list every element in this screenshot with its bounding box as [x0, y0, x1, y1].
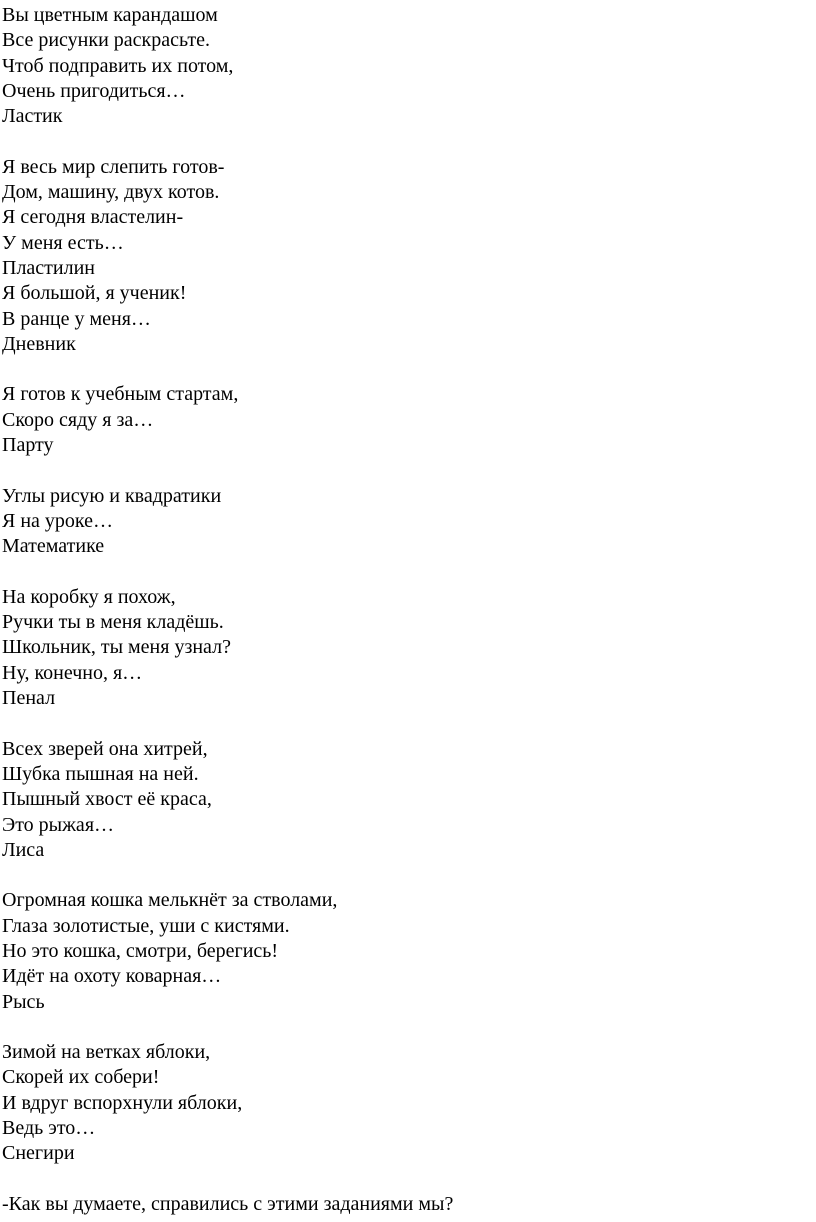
stanza-spacer	[2, 863, 802, 888]
riddle-line: Шубка пышная на ней.	[2, 762, 199, 785]
riddle-answer: Рысь	[2, 990, 45, 1013]
stanza-spacer	[2, 1015, 802, 1040]
riddle-line: Всех зверей она хитрей,	[2, 737, 208, 760]
riddle-answer: Парту	[2, 434, 54, 457]
riddle-line: Ведь это…	[2, 1117, 96, 1140]
stanza-spacer	[2, 1167, 802, 1192]
riddle-stanza	[2, 585, 802, 711]
riddle-line: Ручки ты в меня кладёшь.	[2, 611, 224, 634]
riddle-line: Очень пригодиться…	[2, 79, 186, 102]
riddle-line: Я сегодня властелин-	[2, 206, 184, 229]
riddle-answer: Лиса	[2, 838, 45, 861]
riddle-line: Ну, конечно, я…	[2, 661, 143, 684]
riddle-line: Скоро сяду я за…	[2, 408, 154, 431]
riddle-stanza	[2, 281, 802, 357]
document-body	[2, 3, 802, 1217]
riddle-line: И вдруг вспорхнули яблоки,	[2, 1091, 243, 1114]
riddle-line: Дом, машину, двух котов.	[2, 181, 220, 204]
riddle-line: Огромная кошка мелькнёт за стволами,	[2, 889, 338, 912]
riddle-stanza	[2, 484, 802, 560]
riddle-line: Школьник, ты меня узнал?	[2, 636, 231, 659]
riddle-answer: Пенал	[2, 687, 56, 710]
riddle-line: На коробку я похож,	[2, 585, 176, 608]
riddle-line: В ранце у меня…	[2, 307, 151, 330]
riddle-stanza	[2, 3, 802, 129]
riddle-stanza	[2, 1040, 802, 1166]
stanza-spacer	[2, 357, 802, 382]
riddle-line: Я большой, я ученик!	[2, 282, 187, 305]
closing-question: -Как вы думаете, справились с этими заданиями мы?	[2, 1192, 454, 1215]
riddle-line: Пышный хвост её краса,	[2, 788, 212, 811]
stanza-spacer	[2, 711, 802, 736]
riddle-line: Глаза золотистые, уши с кистями.	[2, 914, 290, 937]
riddle-stanza	[2, 155, 802, 281]
riddle-stanza	[2, 888, 802, 1014]
riddle-line: Вы цветным карандашом	[2, 4, 218, 26]
riddle-answer: Ластик	[2, 105, 63, 128]
riddle-line: Идёт на охоту коварная…	[2, 965, 222, 988]
riddle-line: Все рисунки раскрасьте.	[2, 29, 210, 52]
riddle-line: Я на уроке…	[2, 509, 114, 532]
riddle-line: Но это кошка, смотри, берегись!	[2, 939, 279, 962]
riddle-line: Я готов к учебным стартам,	[2, 383, 239, 406]
riddle-answer: Дневник	[2, 332, 76, 355]
riddle-stanza	[2, 737, 802, 863]
riddle-line: У меня есть…	[2, 231, 124, 254]
riddle-answer: Снегири	[2, 1142, 75, 1165]
riddle-line: Чтоб подправить их потом,	[2, 54, 234, 77]
riddle-line: Углы рисую и квадратики	[2, 484, 222, 507]
riddle-stanza	[2, 382, 802, 458]
riddle-answer: Математике	[2, 535, 105, 558]
riddle-line: Скорей их собери!	[2, 1066, 160, 1089]
stanza-spacer	[2, 458, 802, 483]
stanza-spacer	[2, 129, 802, 154]
riddle-line: Это рыжая…	[2, 813, 115, 836]
stanza-spacer	[2, 560, 802, 585]
riddle-line: Зимой на ветках яблоки,	[2, 1041, 211, 1064]
riddle-answer: Пластилин	[2, 256, 96, 279]
riddle-line: Я весь мир слепить готов-	[2, 155, 225, 178]
